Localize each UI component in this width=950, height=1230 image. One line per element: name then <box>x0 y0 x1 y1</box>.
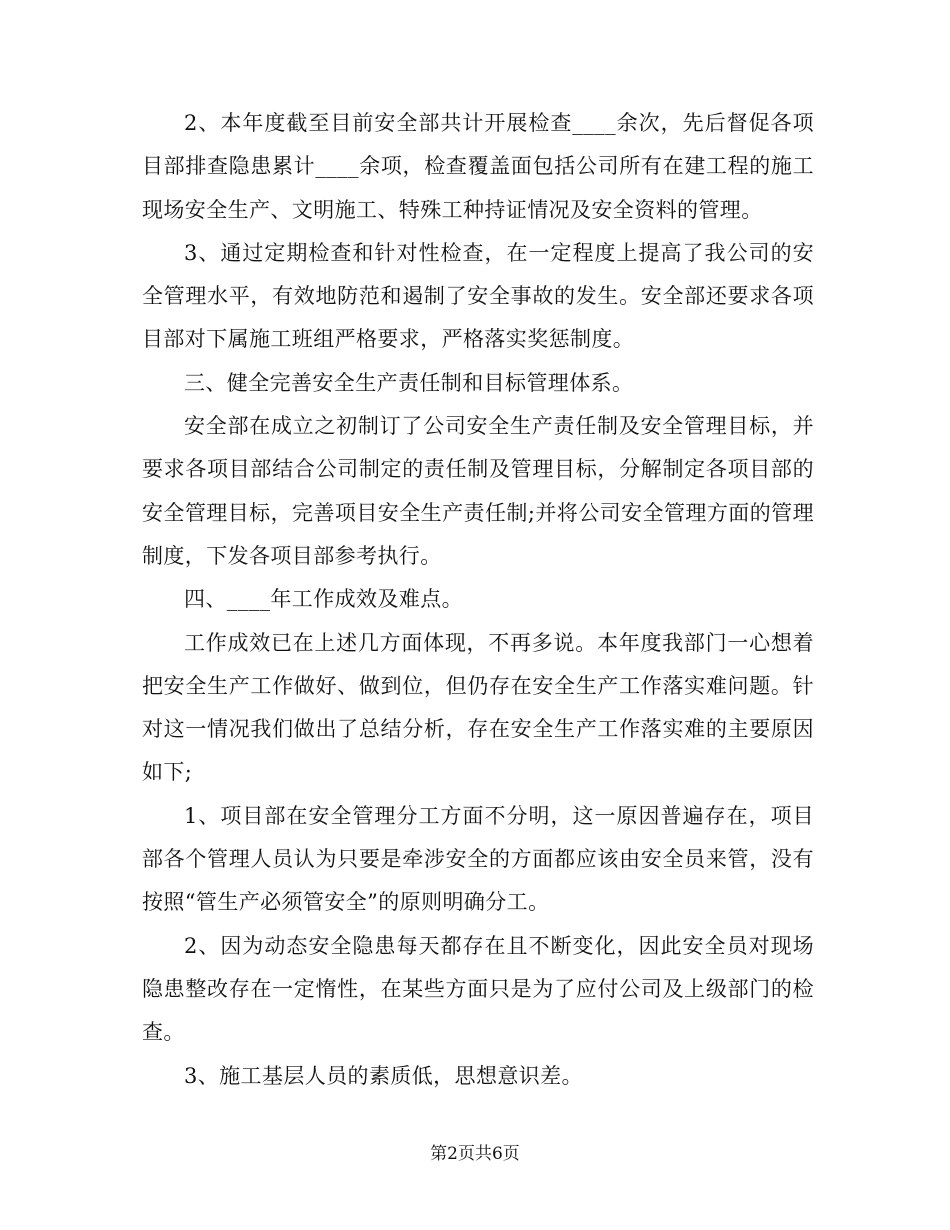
section-heading-responsibility: 三、健全完善安全生产责任制和目标管理体系。 <box>184 370 634 395</box>
page-number-footer: 第2页共6页 <box>430 1144 520 1164</box>
paragraph-reason-2: 2、因为动态安全隐患每天都存在且不断变化，因此安全员对现场隐患整改存在一定惰性，在某些方面只是为了应付公司及上级部门的检查。 <box>142 933 814 1045</box>
section-heading-results: 四、____年工作成效及难点。 <box>184 587 463 612</box>
paragraph-reason-3: 3、施工基层人员的素质低，思想意识差。 <box>184 1063 583 1088</box>
paragraph-responsibility-system: 安全部在成立之初制订了公司安全生产责任制及安全管理目标，并要求各项目部结合公司制定的责任制及管理目标，分解制定各项目部的安全管理目标，完善项目安全生产责任制;并将公司安全管理方面的管理制度，下发各项目部参考执行。 <box>142 414 814 568</box>
paragraph-reason-1: 1、项目部在安全管理分工方面不分明，这一原因普遍存在，项目部各个管理人员认为只要是牵涉安全的方面都应该由安全员来管，没有按照“管生产必须管安全”的原则明确分工。 <box>142 803 814 915</box>
document-body <box>142 102 814 1098</box>
paragraph-results-summary: 工作成效已在上述几方面体现，不再多说。本年度我部门一心想着把安全生产工作做好、做到位，但仍存在安全生产工作落实难问题。针对这一情况我们做出了总结分析，存在安全生产工作落实难的主要原因如下; <box>142 630 814 785</box>
paragraph-inspection-count: 2、本年度截至目前安全部共计开展检查____余次，先后督促各项目部排查隐患累计____余项，检查覆盖面包括公司所有在建工程的施工现场安全生产、文明施工、特殊工种持证情况及安全资料的管理。 <box>142 111 814 222</box>
paragraph-inspection-effect: 3、通过定期检查和针对性检查，在一定程度上提高了我公司的安全管理水平，有效地防范和遏制了安全事故的发生。安全部还要求各项目部对下属施工班组严格要求，严格落实奖惩制度。 <box>142 240 814 352</box>
